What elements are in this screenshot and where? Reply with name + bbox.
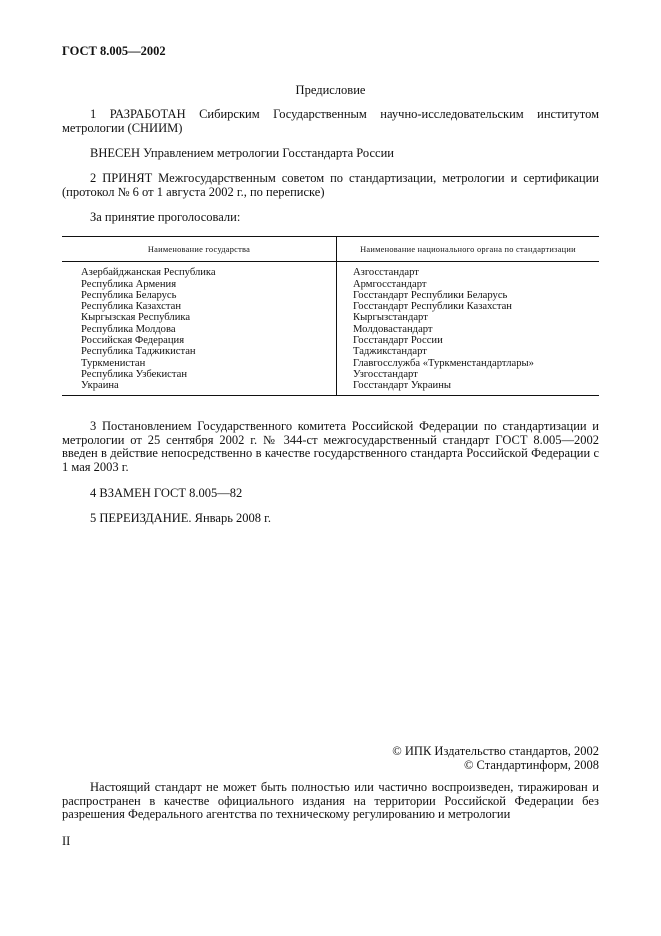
- paragraph-replaces: 4 ВЗАМЕН ГОСТ 8.005—82: [90, 486, 243, 500]
- standards-body: Молдовастандарт: [353, 323, 433, 335]
- table-header-row: [62, 237, 599, 262]
- copyright-standartinform: © Стандартинформ, 2008: [463, 758, 599, 772]
- reproduction-notice: Настоящий стандарт не может быть полностью или частично воспроизведен, тиражирован и распространен в качестве официального издания на территории Российской Федерации без разрешения Федерального агентства по техническому регулированию и метрологии: [62, 780, 599, 822]
- document-code: ГОСТ 8.005—2002: [62, 44, 166, 58]
- standards-body: Госстандарт Республики Казахстан: [353, 301, 512, 313]
- standards-body: Кыргызстандарт: [353, 312, 428, 324]
- state-name: Республика Казахстан: [81, 301, 182, 313]
- standards-body: Армгосстандарт: [353, 278, 427, 290]
- paragraph-adopted: 2 ПРИНЯТ Межгосударственным советом по стандартизации, метрологии и сертификации (протокол № 6 от 1 августа 2002 г., по переписке): [62, 171, 599, 199]
- standards-body: Азгосстандарт: [353, 267, 419, 279]
- standards-body: Таджикстандарт: [353, 346, 427, 358]
- state-name: Республика Узбекистан: [81, 368, 188, 380]
- bodies-column: [337, 262, 600, 395]
- state-name: Кыргызская Республика: [81, 312, 191, 324]
- foreword-title: Предисловие: [295, 83, 366, 97]
- table-row: [62, 262, 599, 395]
- state-name: Республика Беларусь: [81, 289, 177, 301]
- page-number: II: [62, 834, 71, 848]
- standards-body: Госстандарт России: [353, 335, 443, 347]
- states-column: [62, 262, 337, 395]
- voting-states-table: [62, 236, 599, 396]
- paragraph-reissue: 5 ПЕРЕИЗДАНИЕ. Январь 2008 г.: [90, 511, 271, 525]
- state-name: Украина: [81, 380, 119, 392]
- state-name: Республика Таджикистан: [81, 346, 196, 358]
- standards-body: Госстандарт Республики Беларусь: [353, 289, 508, 301]
- state-name: Туркменистан: [81, 357, 146, 369]
- paragraph-voted: За принятие проголосовали:: [90, 210, 241, 224]
- copyright-publisher: © ИПК Издательство стандартов, 2002: [392, 744, 599, 758]
- standards-body: Главгосслужба «Туркменстандартлары»: [353, 357, 534, 369]
- standards-body: Госстандарт Украины: [353, 380, 451, 392]
- standards-body: Узгосстандарт: [353, 368, 418, 380]
- table-header-state: Наименование государства: [62, 237, 337, 262]
- state-name: Азербайджанская Республика: [81, 267, 216, 279]
- state-name: Республика Армения: [81, 278, 177, 290]
- state-name: Российская Федерация: [81, 335, 185, 347]
- state-name: Республика Молдова: [81, 323, 176, 335]
- paragraph-developed: 1 РАЗРАБОТАН Сибирским Государственным научно-исследовательским институтом метрологии (СНИИМ): [62, 107, 599, 135]
- paragraph-resolution: 3 Постановлением Государственного комитета Российской Федерации по стандартизации и метрологии от 25 сентября 2002 г. № 344-ст межгосударственный стандарт ГОСТ 8.005—2002 введен в действие непосредственно в качестве государственного стандарта Российской Федерации с 1 мая 2003 г.: [62, 419, 599, 474]
- table-header-body: Наименование национального органа по стандартизации: [337, 237, 600, 262]
- paragraph-introduced: ВНЕСЕН Управлением метрологии Госстандарта России: [90, 146, 394, 160]
